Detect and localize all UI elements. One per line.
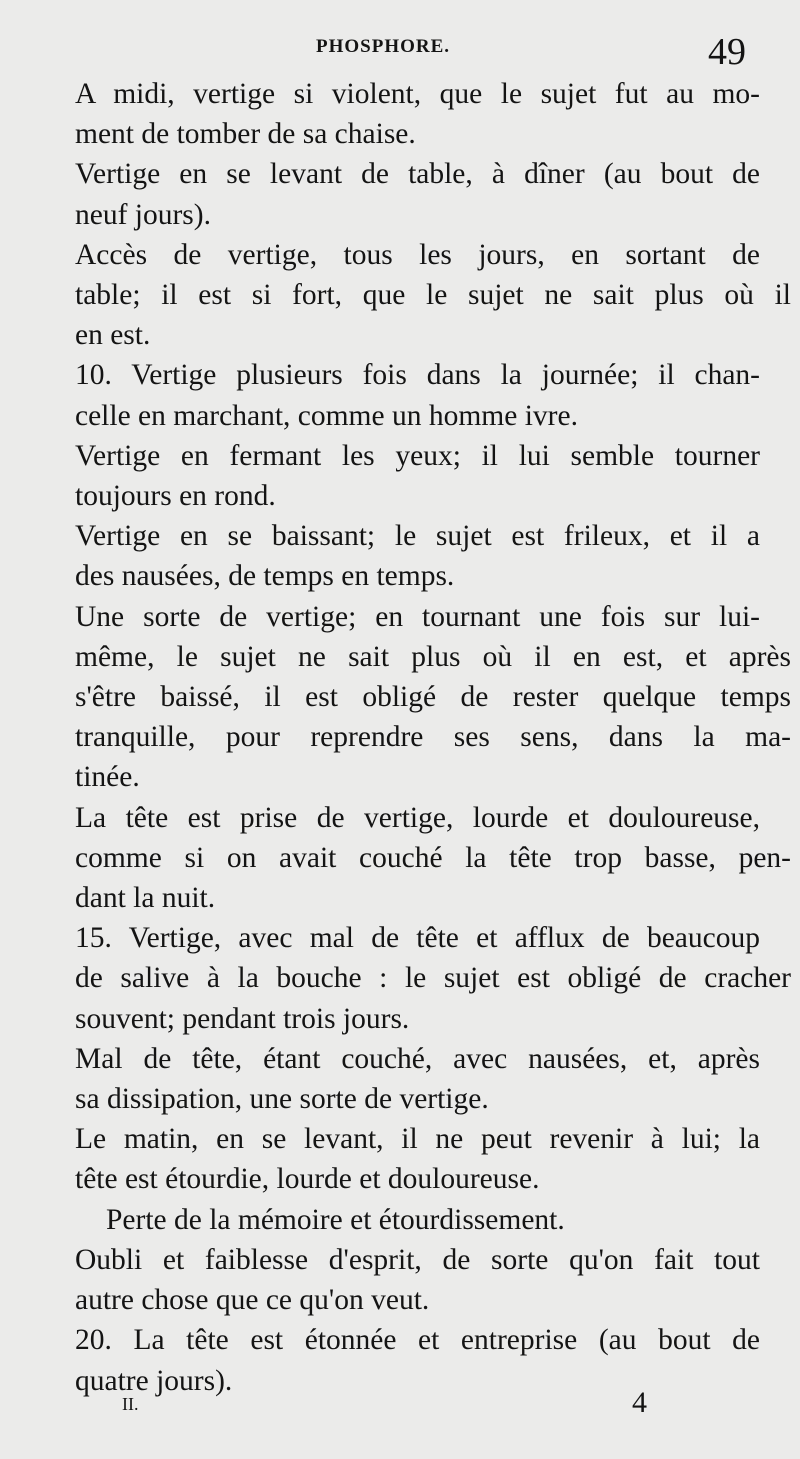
text-line: A midi, vertige si violent, que le sujet fut au mo- bbox=[75, 78, 760, 110]
text-line: table; il est si fort, que le sujet ne sait plus où il bbox=[75, 279, 791, 312]
text-line: en est. bbox=[75, 319, 151, 352]
text-line: même, le sujet ne sait plus où il en est, et après bbox=[75, 640, 791, 673]
paragraph bbox=[44, 1240, 760, 1320]
paragraph bbox=[44, 918, 791, 1039]
text-line: Vertige en fermant les yeux; il lui semble tourner bbox=[75, 439, 760, 472]
text-line: 15. Vertige, avec mal de tête et afflux de beaucoup bbox=[75, 922, 760, 955]
paragraph bbox=[44, 1039, 760, 1119]
text-line: 10. Vertige plusieurs fois dans la journée; il chan- bbox=[75, 359, 760, 392]
page-number: 49 bbox=[708, 31, 746, 73]
paragraph bbox=[44, 74, 760, 154]
text-line: dant la nuit. bbox=[75, 882, 216, 915]
text-line: Vertige en se baissant; le sujet est frileux, et il a bbox=[75, 520, 760, 553]
text-line: des nausées, de temps en temps. bbox=[75, 560, 455, 593]
volume-mark: II. bbox=[122, 1394, 139, 1414]
text-line: Oubli et faiblesse d'esprit, de sorte qu'on fait tout bbox=[75, 1243, 760, 1276]
paragraph bbox=[44, 154, 760, 234]
paragraph bbox=[44, 355, 760, 435]
paragraph bbox=[44, 235, 791, 356]
text-line: Le matin, en se levant, il ne peut revenir à lui; la bbox=[75, 1123, 760, 1156]
text-line: celle en marchant, comme un homme ivre. bbox=[75, 399, 578, 432]
text-line: autre chose que ce qu'on veut. bbox=[75, 1284, 430, 1317]
paragraph bbox=[44, 1320, 760, 1400]
text-line: tinée. bbox=[75, 761, 140, 794]
text-line: Accès de vertige, tous les jours, en sortant de bbox=[75, 238, 760, 271]
paragraph bbox=[44, 798, 791, 919]
text-line: tête est étourdie, lourde et douloureuse. bbox=[75, 1163, 540, 1196]
text-line: tranquille, pour reprendre ses sens, dans la ma- bbox=[75, 721, 791, 754]
text-line: sa dissipation, une sorte de vertige. bbox=[75, 1083, 489, 1116]
text-line: s'être baissé, il est obligé de rester quelque temps bbox=[75, 681, 791, 714]
paragraph bbox=[44, 436, 760, 516]
text-line: ment de tomber de sa chaise. bbox=[75, 118, 416, 151]
text-line: souvent; pendant trois jours. bbox=[75, 1002, 410, 1035]
paragraph bbox=[44, 1200, 760, 1240]
text-line: neuf jours). bbox=[75, 198, 211, 231]
body-text bbox=[44, 74, 791, 1401]
text-line: La tête est prise de vertige, lourde et douloureuse, bbox=[75, 801, 760, 834]
text-line: comme si on avait couché la tête trop basse, pen- bbox=[75, 841, 791, 874]
text-line: Vertige en se levant de table, à dîner (au bout de bbox=[75, 158, 760, 191]
text-line: Perte de la mémoire et étourdissement. bbox=[106, 1203, 565, 1236]
paragraph bbox=[44, 1119, 760, 1199]
text-line: de salive à la bouche : le sujet est obligé de cracher bbox=[75, 962, 791, 995]
running-head: PHOSPHORE. bbox=[316, 36, 451, 57]
text-line: toujours en rond. bbox=[75, 480, 276, 513]
text-line: Mal de tête, étant couché, avec nausées, et, après bbox=[75, 1042, 760, 1075]
paragraph bbox=[44, 516, 760, 596]
signature-mark: 4 bbox=[632, 1386, 647, 1419]
paragraph bbox=[44, 597, 791, 798]
text-line: 20. La tête est étonnée et entreprise (au bout de bbox=[75, 1324, 760, 1357]
text-line: Une sorte de vertige; en tournant une fois sur lui- bbox=[75, 600, 760, 633]
text-line: quatre jours). bbox=[75, 1364, 233, 1397]
